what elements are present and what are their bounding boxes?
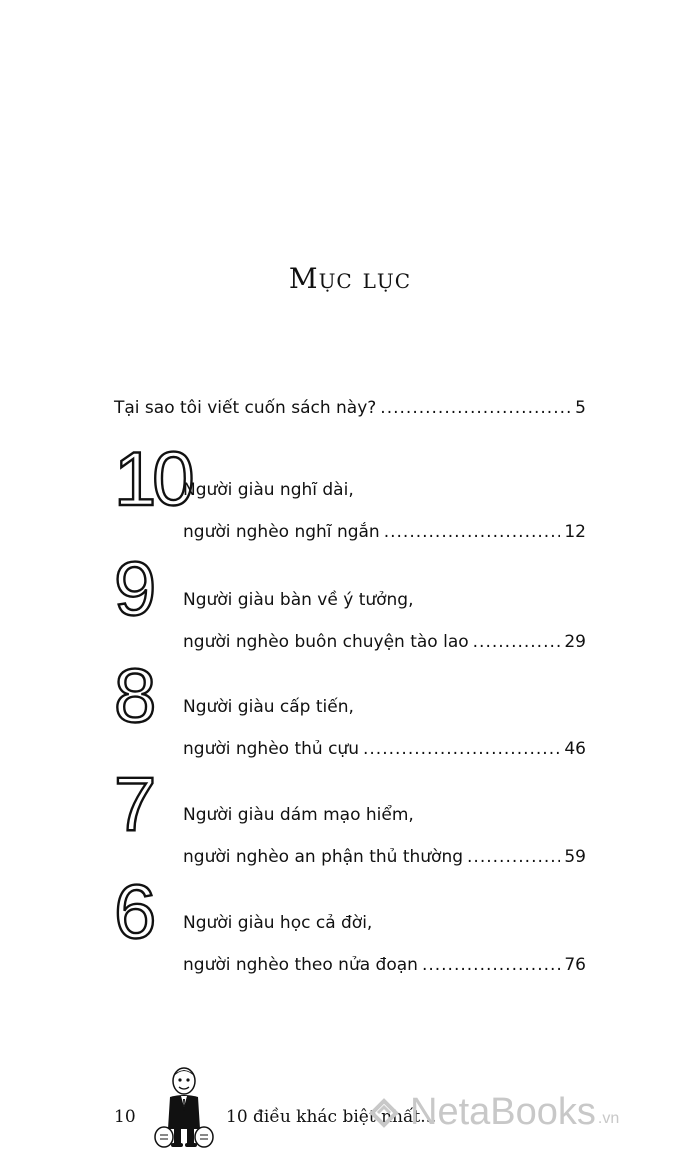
page-title: Mục lục [288, 262, 412, 295]
dot-leader [473, 632, 561, 652]
dot-leader [467, 847, 560, 867]
chapter-title-line2: người nghèo buôn chuyện tào lao [183, 632, 469, 652]
chapter-title-line2: người nghèo thủ cựu [183, 739, 359, 759]
chapter-page: 46 [564, 739, 586, 759]
site-watermark [364, 1091, 619, 1134]
chapter-title-line2: người nghèo theo nửa đoạn [183, 955, 418, 975]
dot-leader [363, 739, 560, 759]
chapter-title-line2-row [183, 955, 586, 975]
chapter-number: 8 [114, 654, 153, 739]
chapter-number: 10 [114, 437, 191, 522]
toc-intro-entry [114, 398, 586, 418]
page-footer [114, 1091, 674, 1153]
chapter-title-line2-row [183, 632, 586, 652]
toc-intro-label: Tại sao tôi viết cuốn sách này? [114, 398, 377, 418]
toc-chapter-entry [114, 762, 586, 877]
chapter-title-line1: Người giàu bàn về ý tưởng, [183, 590, 414, 610]
watermark-tld: .vn [597, 1110, 620, 1127]
chapter-title-line2: người nghèo an phận thủ thường [183, 847, 464, 867]
chapter-title-line2-row [183, 847, 586, 867]
chapter-number: 6 [114, 870, 153, 955]
chapter-title-line2: người nghèo nghĩ ngắn [183, 522, 380, 542]
toc-chapter-entry [114, 437, 586, 552]
chapter-page: 12 [564, 522, 586, 542]
netabooks-logo-icon [364, 1093, 404, 1133]
chapter-page: 59 [564, 847, 586, 867]
toc-chapter-entry [114, 547, 586, 662]
chapter-title-line1: Người giàu dám mạo hiểm, [183, 805, 414, 825]
dot-leader [380, 398, 571, 418]
toc-chapter-entry [114, 654, 586, 769]
chapter-page: 76 [564, 955, 586, 975]
chapter-title-line1: Người giàu học cả đời, [183, 913, 373, 933]
dot-leader [422, 955, 560, 975]
chapter-page: 29 [564, 632, 586, 652]
mascot-illustration-icon [154, 1063, 214, 1153]
footer-book-title: 10 điều khác biệt nhất... [226, 1107, 437, 1127]
dot-leader [384, 522, 561, 542]
toc-intro-page: 5 [575, 398, 586, 418]
toc-chapter-entry [114, 870, 586, 985]
chapter-title-line2-row [183, 739, 586, 759]
chapter-number: 7 [114, 762, 153, 847]
chapter-title-line1: Người giàu cấp tiến, [183, 697, 354, 717]
footer-page-number: 10 [114, 1107, 136, 1127]
watermark-text: NetaBooks [410, 1091, 596, 1133]
chapter-title-line2-row [183, 522, 586, 542]
chapter-number: 9 [114, 547, 153, 632]
chapter-title-line1: Người giàu nghĩ dài, [183, 480, 354, 500]
